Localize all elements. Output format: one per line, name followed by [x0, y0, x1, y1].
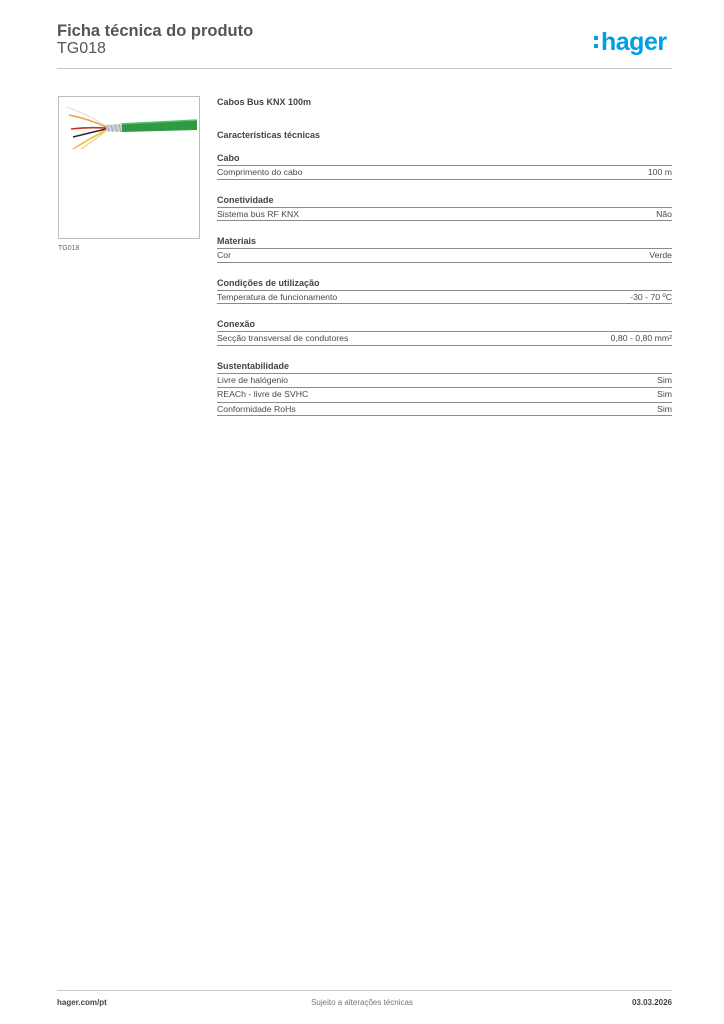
- spec-row: [217, 402, 672, 417]
- red-conductor: [71, 128, 106, 129]
- spec-value: Sim: [657, 403, 672, 414]
- spec-row: [217, 290, 672, 305]
- document-title: Ficha técnica do produto: [57, 22, 254, 40]
- footer-date: 03.03.2026: [631, 998, 672, 1007]
- spec-label: Comprimento do cabo: [217, 167, 303, 177]
- section-title: Conetividade: [217, 194, 274, 205]
- photo-caption: TG018: [58, 245, 80, 252]
- spec-value: 100 m: [647, 167, 672, 177]
- section-condicoes: [217, 277, 672, 305]
- footer-website-link[interactable]: hager.com/pt: [57, 998, 107, 1007]
- spec-label: Sistema bus RF KNX: [217, 208, 300, 219]
- spec-label: Conformidade RoHs: [217, 403, 296, 414]
- section-conexao: [217, 318, 672, 346]
- section-materiais: [217, 235, 672, 263]
- orange-conductor: [69, 115, 106, 127]
- spec-label: Livre de halógenio: [217, 374, 289, 385]
- spec-row: [217, 165, 672, 180]
- section-title: Sustentabilidade: [217, 360, 290, 371]
- technical-sheet: [217, 96, 672, 416]
- product-photo: [58, 96, 200, 239]
- logo-text: hager: [601, 27, 667, 56]
- product-code: TG018: [57, 40, 106, 57]
- section-sustentabilidade: [217, 360, 672, 417]
- spec-row: [217, 387, 672, 402]
- spec-label: Secção transversal de condutores: [217, 333, 349, 343]
- header-divider: [57, 68, 672, 69]
- cable-illustration: [59, 97, 199, 238]
- spec-value: Verde: [649, 250, 672, 260]
- hager-logo[interactable]: [594, 28, 667, 56]
- spec-label: Temperatura de funcionamento: [217, 291, 338, 302]
- spec-value: Sim: [657, 389, 672, 399]
- spec-value: Sim: [657, 374, 672, 385]
- footer-notice: Sujeito a alterações técnicas: [311, 998, 413, 1007]
- spec-value: -30 - 70 ºC: [630, 291, 672, 302]
- section-title: Conexão: [217, 319, 256, 329]
- spec-label: REACh - livre de SVHC: [217, 389, 309, 399]
- spec-value: Não: [656, 208, 672, 219]
- spec-value: 0,80 - 0,80 mm²: [610, 333, 672, 343]
- section-title: Materiais: [217, 236, 257, 246]
- logo-dots-icon: [594, 36, 598, 48]
- section-title: Condições de utilização: [217, 277, 320, 288]
- section-cabo: [217, 152, 672, 180]
- spec-row: [217, 207, 672, 222]
- section-title: Cabo: [217, 153, 240, 163]
- spec-label: Cor: [217, 250, 231, 260]
- characteristics-heading: Características técnicas: [217, 130, 321, 140]
- spec-row: [217, 373, 672, 388]
- section-conetividade: [217, 194, 672, 222]
- footer-divider: [57, 990, 672, 991]
- spec-row: [217, 331, 672, 346]
- product-name: Cabos Bus KNX 100m: [217, 97, 312, 107]
- spec-row: [217, 248, 672, 263]
